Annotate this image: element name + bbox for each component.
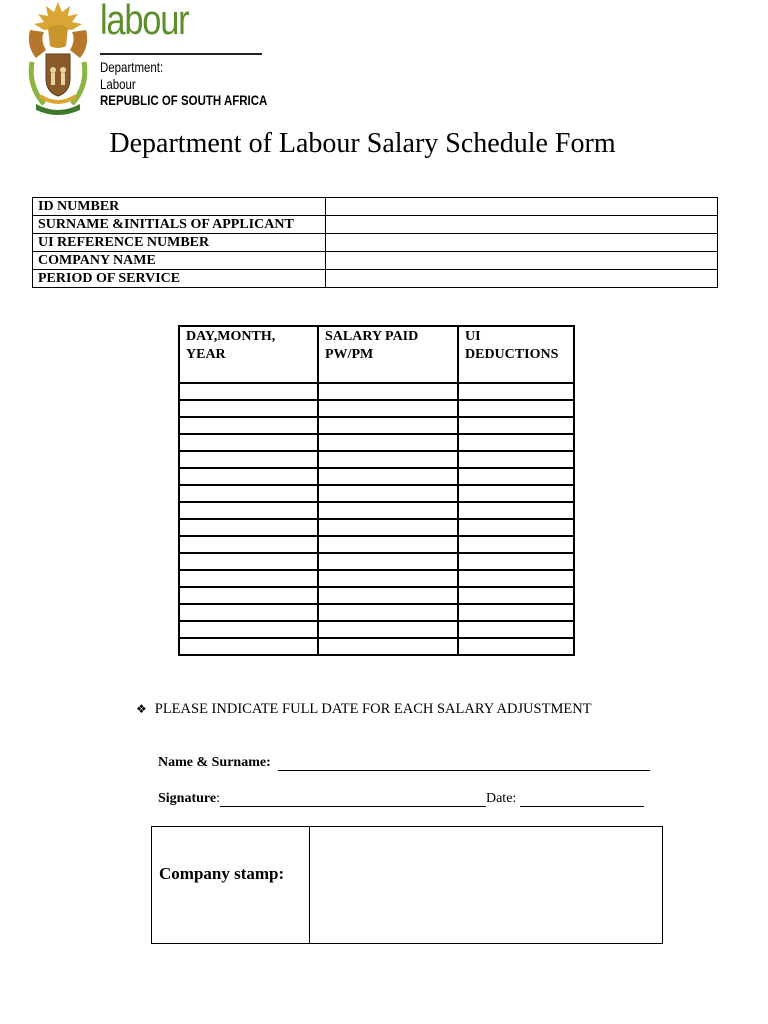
date-cell[interactable]: [179, 417, 318, 434]
date-label: Date:: [485, 791, 520, 806]
signature-colon: :: [216, 791, 220, 806]
table-row: [33, 252, 718, 270]
salary-cell[interactable]: [318, 553, 458, 570]
signature-label: Signature: [158, 791, 217, 806]
ui-deduction-cell[interactable]: [458, 638, 574, 655]
salary-cell[interactable]: [318, 621, 458, 638]
field-label: PERIOD OF SERVICE: [33, 270, 326, 288]
period-of-service-field[interactable]: [326, 270, 718, 288]
table-row: [179, 638, 574, 655]
ui-deduction-cell[interactable]: [458, 468, 574, 485]
country-name: REPUBLIC OF SOUTH AFRICA: [100, 92, 268, 108]
table-row: [33, 198, 718, 216]
company-stamp-box: [151, 826, 663, 944]
salary-cell[interactable]: [318, 417, 458, 434]
table-row: [179, 485, 574, 502]
table-row: [179, 621, 574, 638]
date-cell[interactable]: [179, 638, 318, 655]
signature-line[interactable]: [220, 792, 486, 807]
field-label: SURNAME &INITIALS OF APPLICANT: [33, 216, 326, 234]
ui-deduction-cell[interactable]: [458, 383, 574, 400]
salary-cell[interactable]: [318, 468, 458, 485]
ui-deduction-cell[interactable]: [458, 485, 574, 502]
date-cell[interactable]: [179, 536, 318, 553]
coat-of-arms-icon: [22, 0, 94, 118]
diamond-bullet-icon: ❖: [136, 702, 147, 716]
date-cell[interactable]: [179, 468, 318, 485]
table-row: [179, 536, 574, 553]
ui-deduction-cell[interactable]: [458, 621, 574, 638]
table-row: [179, 451, 574, 468]
id-number-field[interactable]: [326, 198, 718, 216]
salary-cell[interactable]: [318, 400, 458, 417]
ui-deduction-cell[interactable]: [458, 417, 574, 434]
page-title: Department of Labour Salary Schedule Form: [109, 128, 616, 159]
table-row: [33, 270, 718, 288]
header-logo: [22, 0, 267, 120]
salary-cell[interactable]: [318, 570, 458, 587]
table-row: [179, 502, 574, 519]
salary-cell[interactable]: [318, 434, 458, 451]
salary-cell[interactable]: [318, 587, 458, 604]
table-row: [179, 553, 574, 570]
name-surname-line[interactable]: [278, 756, 650, 771]
date-cell[interactable]: [179, 485, 318, 502]
table-row: [179, 400, 574, 417]
ui-deduction-cell[interactable]: [458, 553, 574, 570]
date-cell[interactable]: [179, 553, 318, 570]
department-name: Labour: [100, 76, 136, 92]
name-surname-row: [158, 755, 650, 771]
table-row: [33, 216, 718, 234]
table-row: [179, 587, 574, 604]
salary-schedule-table: [178, 325, 575, 656]
ui-deduction-cell[interactable]: [458, 502, 574, 519]
date-cell[interactable]: [179, 502, 318, 519]
salary-cell[interactable]: [318, 502, 458, 519]
department-label: Department:: [100, 59, 164, 75]
ui-deduction-cell[interactable]: [458, 604, 574, 621]
table-header-row: [179, 326, 574, 383]
table-row: [179, 383, 574, 400]
date-cell[interactable]: [179, 604, 318, 621]
salary-cell[interactable]: [318, 519, 458, 536]
date-cell[interactable]: [179, 587, 318, 604]
salary-cell[interactable]: [318, 604, 458, 621]
brand-wordmark: labour: [100, 0, 189, 43]
ui-deduction-cell[interactable]: [458, 400, 574, 417]
salary-cell[interactable]: [318, 638, 458, 655]
field-label: UI REFERENCE NUMBER: [33, 234, 326, 252]
salary-cell[interactable]: [318, 383, 458, 400]
table-row: [33, 234, 718, 252]
salary-cell[interactable]: [318, 451, 458, 468]
ui-reference-field[interactable]: [326, 234, 718, 252]
date-cell[interactable]: [179, 451, 318, 468]
ui-deduction-cell[interactable]: [458, 587, 574, 604]
date-line[interactable]: [520, 792, 644, 807]
company-stamp-area[interactable]: [310, 827, 662, 943]
salary-cell[interactable]: [318, 536, 458, 553]
date-cell[interactable]: [179, 383, 318, 400]
date-cell[interactable]: [179, 519, 318, 536]
surname-initials-field[interactable]: [326, 216, 718, 234]
ui-deduction-cell[interactable]: [458, 536, 574, 553]
field-label: COMPANY NAME: [33, 252, 326, 270]
date-cell[interactable]: [179, 400, 318, 417]
date-cell[interactable]: [179, 434, 318, 451]
table-row: [179, 434, 574, 451]
company-stamp-label: Company stamp:: [152, 827, 310, 943]
applicant-details-table: [32, 197, 718, 288]
field-label: ID NUMBER: [33, 198, 326, 216]
company-name-field[interactable]: [326, 252, 718, 270]
instruction-note: [136, 701, 592, 718]
column-header-salary: SALARY PAID PW/PM: [318, 326, 458, 383]
signature-row: [158, 791, 644, 807]
column-header-date: DAY,MONTH, YEAR: [179, 326, 318, 383]
table-row: [179, 417, 574, 434]
ui-deduction-cell[interactable]: [458, 451, 574, 468]
date-cell[interactable]: [179, 570, 318, 587]
brand-divider: [100, 53, 262, 55]
ui-deduction-cell[interactable]: [458, 570, 574, 587]
note-text: PLEASE INDICATE FULL DATE FOR EACH SALARY ADJUSTMENT: [154, 701, 592, 717]
ui-deduction-cell[interactable]: [458, 519, 574, 536]
ui-deduction-cell[interactable]: [458, 434, 574, 451]
column-header-ui-deductions: UI DEDUCTIONS: [458, 326, 574, 383]
table-row: [179, 604, 574, 621]
date-cell[interactable]: [179, 621, 318, 638]
table-row: [179, 519, 574, 536]
name-surname-label: Name & Surname:: [158, 755, 271, 770]
salary-cell[interactable]: [318, 485, 458, 502]
table-row: [179, 468, 574, 485]
table-row: [179, 570, 574, 587]
